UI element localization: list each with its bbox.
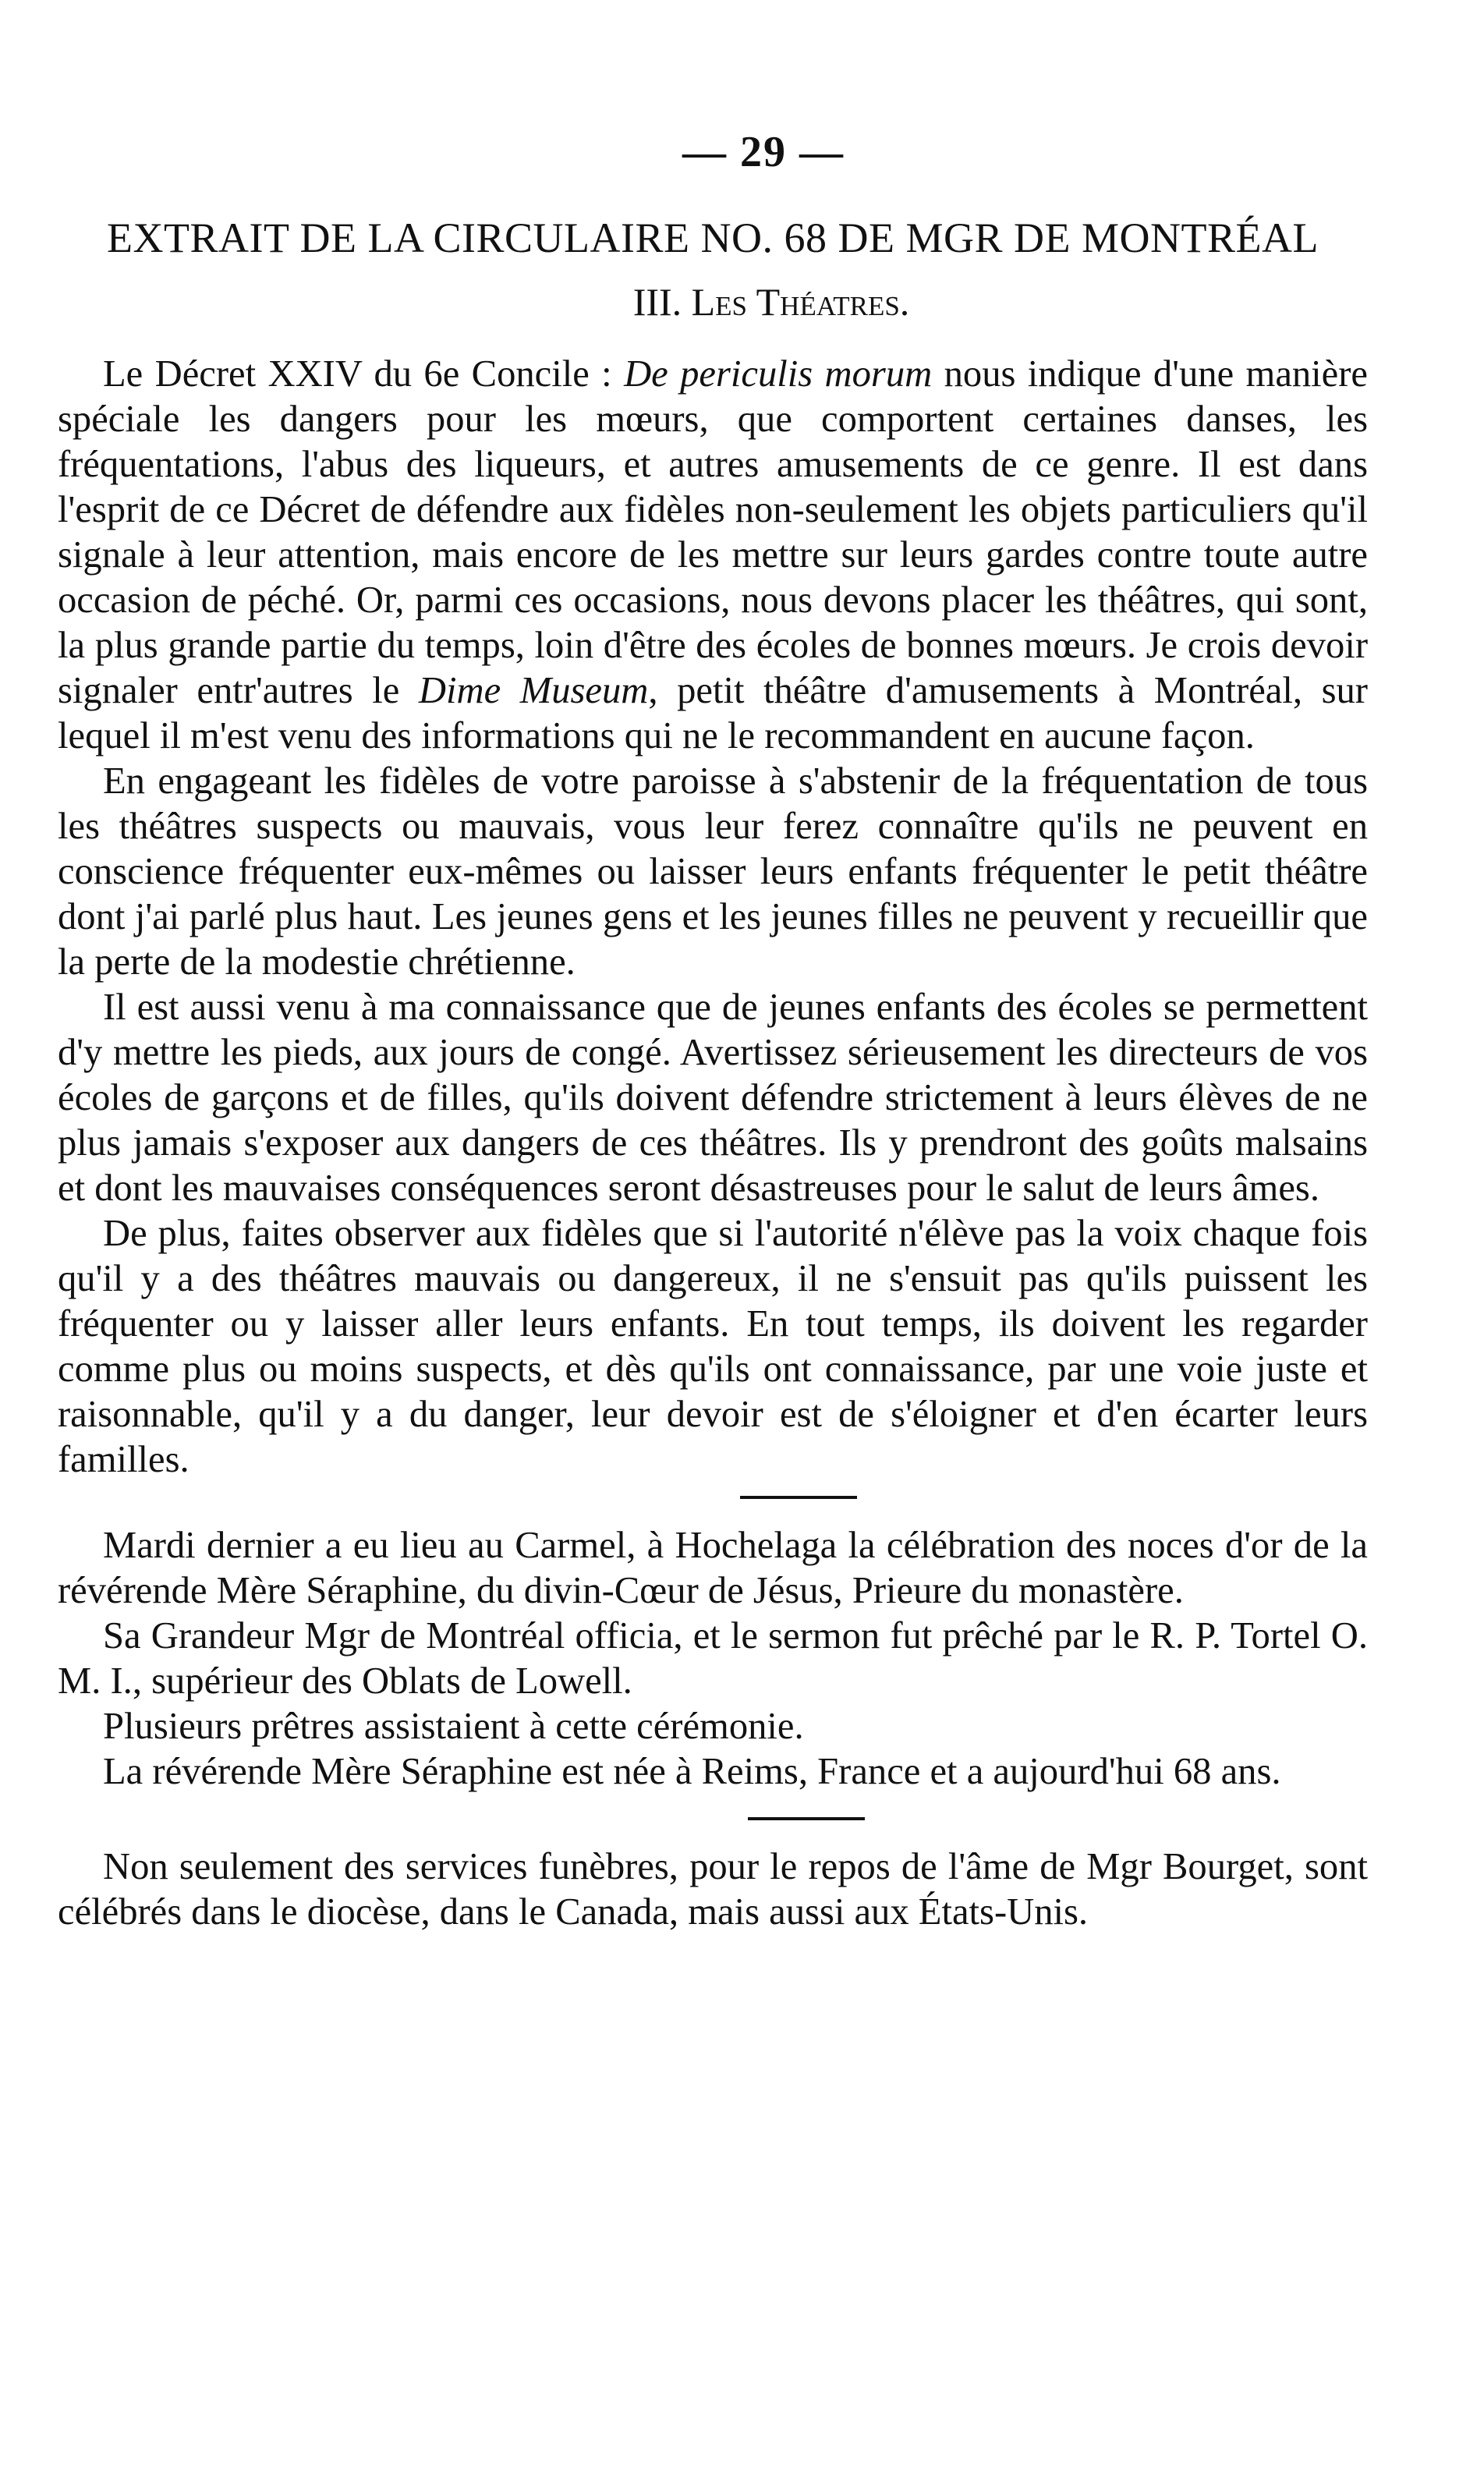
section-subheading: III. Les Théatres.: [632, 280, 910, 324]
article-body: [58, 351, 1368, 1934]
paragraph-seraphine: La révérende Mère Séraphine est née à Reims, France et a aujourd'hui 68 ans.: [103, 1750, 1281, 1792]
paragraph-bourget: Non seulement des services funèbres, pour le repos de l'âme de Mgr Bourget, sont célébrés dans le diocèse, dans le Canada, mais aussi aux États-Unis.: [58, 1845, 1368, 1933]
paragraph-children: Il est aussi venu à ma connaissance que de jeunes enfants des écoles se permettent d'y mettre les pieds, aux jours de congé. Avertissez sérieusement les directeurs de vos écoles de garçons et de filles, qu'ils doivent défendre strictement à leurs élèves de ne plus jamais s'exposer aux dangers de ces théâtres. Ils y prendront des goûts malsains et dont les mauvaises conséquences seront désastreuses pour le salut de leurs âmes.: [58, 986, 1368, 1209]
paragraph-sermon: Sa Grandeur Mgr de Montréal officia, et le sermon fut prêché par le R. P. Tortel O. M. I., supérieur des Oblats de Lowell.: [58, 1614, 1368, 1702]
paragraph-text: nous indique d'une manière spéciale les dangers pour les mœurs, que comportent certaines danses, les fréquentations, l'abus des liqueurs, et autres amusements de ce genre. Il est dans l'esprit de ce Décret de défendre aux fidèles non-seulement les objets particuliers qu'il signale à leur attention, mais encore de les mettre sur leurs gardes contre toute autre occasion de péché. Or, parmi ces occasions, nous devons placer les théâtres, qui sont, la plus grande partie du temps, loin d'être des écoles de bonnes mœurs. Je crois devoir signaler entr'autres le: [58, 353, 1368, 711]
page-number: — 29 —: [682, 128, 845, 176]
document-page: [58, 125, 1368, 1934]
paragraph-abstain: En engageant les fidèles de votre paroisse à s'abstenir de la fréquentation de tous les théâtres suspects ou mauvais, vous leur ferez connaître qu'ils ne peuvent en conscience fréquenter eux-mêmes ou laisser leurs enfants fréquenter le petit théâtre dont j'ai parlé plus haut. Les jeunes gens et les jeunes filles ne peuvent y recueillir que la perte de la modestie chrétienne.: [58, 760, 1368, 983]
paragraph-carmel: Mardi dernier a eu lieu au Carmel, à Hochelaga la célébration des noces d'or de la révérende Mère Séraphine, du divin-Cœur de Jésus, Prieure du monastère.: [58, 1524, 1368, 1611]
paragraph-priests: Plusieurs prêtres assistaient à cette cérémonie.: [103, 1705, 804, 1747]
italic-latin-title: De periculis morum: [624, 353, 933, 395]
paragraph-authority: De plus, faites observer aux fidèles que si l'autorité n'élève pas la voix chaque fois qu'il y a des théâtres mauvais ou dangereux, il ne s'ensuit pas qu'ils puissent les fréquenter ou y laisser aller leurs enfants. En tout temps, ils doivent les regarder comme plus ou moins suspects, et dès qu'ils ont connaissance, par une voie juste et raisonnable, qu'il y a du danger, leur devoir est de s'éloigner et d'en écarter leurs familles.: [58, 1212, 1368, 1480]
paragraph-text: Le Décret XXIV du 6e Concile :: [103, 353, 625, 395]
article-heading: EXTRAIT DE LA CIRCULAIRE NO. 68 DE MGR DE MONTRÉAL: [107, 214, 1319, 261]
section-divider: [748, 1817, 865, 1820]
section-divider: [740, 1496, 857, 1499]
paragraph-text: , petit théâtre d'amusements à Montréal, sur lequel il m'est venu des informations qui ne le recommandent en aucune façon.: [58, 669, 1368, 757]
italic-theatre-name: Dime Museum: [418, 669, 649, 711]
paragraph-decree: [58, 351, 1368, 758]
